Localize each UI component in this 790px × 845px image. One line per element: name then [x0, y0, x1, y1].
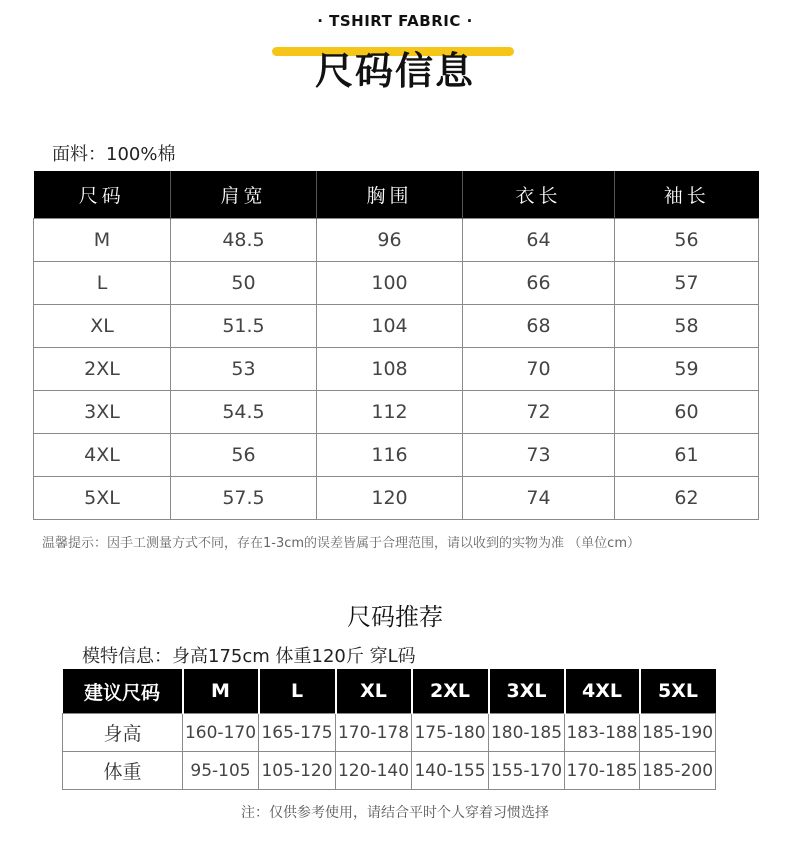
table-cell: 73 [463, 434, 615, 477]
table-cell: 185-200 [640, 752, 716, 790]
table-cell: L [34, 262, 171, 305]
table-cell: 96 [317, 219, 463, 262]
recommend-title: 尺码推荐 [347, 603, 443, 631]
row-header-cell: 身高 [63, 714, 183, 752]
table-cell: XL [34, 305, 171, 348]
table-cell: 56 [171, 434, 317, 477]
table-row [34, 305, 759, 348]
measurement-note: 温馨提示：因手工测量方式不同，存在1-3cm的误差皆属于合理范围，请以收到的实物为准 （单位cm） [42, 536, 640, 551]
table-cell: 3XL [34, 391, 171, 434]
table-cell: 56 [615, 219, 759, 262]
fabric-info: 面料：100%棉 [52, 144, 176, 165]
header-cell: M [183, 669, 259, 714]
table-cell: 160-170 [183, 714, 259, 752]
table-cell: 140-155 [412, 752, 489, 790]
table-cell: 53 [171, 348, 317, 391]
table-cell: 74 [463, 477, 615, 520]
recommend-table [62, 669, 716, 790]
table-row [34, 434, 759, 477]
table-cell: 155-170 [489, 752, 565, 790]
table-cell: 70 [463, 348, 615, 391]
table-cell: 108 [317, 348, 463, 391]
table-cell: 59 [615, 348, 759, 391]
header-cell: 5XL [640, 669, 716, 714]
header-cell: 建议尺码 [63, 669, 183, 714]
table-cell: 61 [615, 434, 759, 477]
model-info: 模特信息：身高175cm 体重120斤 穿L码 [82, 646, 416, 667]
footer-note: 注：仅供参考使用，请结合平时个人穿着习惯选择 [241, 805, 549, 821]
table-row [34, 348, 759, 391]
table-cell: M [34, 219, 171, 262]
table-cell: 170-178 [336, 714, 412, 752]
table-cell: 4XL [34, 434, 171, 477]
table-cell: 165-175 [259, 714, 336, 752]
table-cell: 68 [463, 305, 615, 348]
table-cell: 72 [463, 391, 615, 434]
table-cell: 116 [317, 434, 463, 477]
table-row [34, 219, 759, 262]
table-cell: 180-185 [489, 714, 565, 752]
header-cell: 胸围 [317, 171, 463, 219]
header-cell: 尺码 [34, 171, 171, 219]
header-cell: 2XL [412, 669, 489, 714]
table-cell: 58 [615, 305, 759, 348]
header-cell: XL [336, 669, 412, 714]
table-cell: 105-120 [259, 752, 336, 790]
row-header-cell: 体重 [63, 752, 183, 790]
table-cell: 57 [615, 262, 759, 305]
header-cell: 4XL [565, 669, 640, 714]
size-table [33, 171, 759, 520]
recommend-header-row [63, 669, 716, 714]
table-cell: 54.5 [171, 391, 317, 434]
table-cell: 183-188 [565, 714, 640, 752]
table-cell: 64 [463, 219, 615, 262]
header-cell: 衣长 [463, 171, 615, 219]
table-row [34, 477, 759, 520]
header-cell: 袖长 [615, 171, 759, 219]
table-cell: 2XL [34, 348, 171, 391]
table-cell: 66 [463, 262, 615, 305]
table-cell: 60 [615, 391, 759, 434]
table-cell: 185-190 [640, 714, 716, 752]
table-cell: 120 [317, 477, 463, 520]
size-table-header-row [34, 171, 759, 219]
page-title: 尺码信息 [314, 49, 475, 93]
table-row [34, 262, 759, 305]
table-cell: 100 [317, 262, 463, 305]
table-cell: 62 [615, 477, 759, 520]
table-cell: 104 [317, 305, 463, 348]
table-cell: 5XL [34, 477, 171, 520]
header-cell: 3XL [489, 669, 565, 714]
table-cell: 175-180 [412, 714, 489, 752]
table-cell: 57.5 [171, 477, 317, 520]
eyebrow-label: · TSHIRT FABRIC · [317, 12, 473, 30]
table-cell: 120-140 [336, 752, 412, 790]
table-row [34, 391, 759, 434]
table-cell: 50 [171, 262, 317, 305]
table-row [63, 714, 716, 752]
table-cell: 95-105 [183, 752, 259, 790]
table-cell: 170-185 [565, 752, 640, 790]
table-cell: 48.5 [171, 219, 317, 262]
table-row [63, 752, 716, 790]
header-cell: L [259, 669, 336, 714]
header-cell: 肩宽 [171, 171, 317, 219]
table-cell: 51.5 [171, 305, 317, 348]
table-cell: 112 [317, 391, 463, 434]
